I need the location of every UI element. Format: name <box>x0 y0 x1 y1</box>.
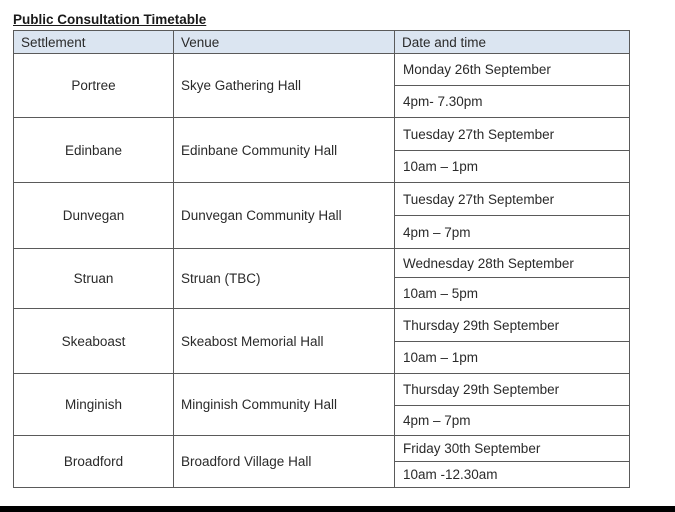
table-row <box>14 436 630 462</box>
table-row <box>14 374 630 406</box>
date-cell: Tuesday 27th September <box>395 183 630 216</box>
date-cell: Wednesday 28th September <box>395 249 630 278</box>
date-cell: Thursday 29th September <box>395 309 630 342</box>
time-cell: 4pm – 7pm <box>395 406 630 436</box>
table-header-row <box>14 31 630 54</box>
time-cell: 4pm- 7.30pm <box>395 86 630 118</box>
settlement-cell: Struan <box>14 249 174 309</box>
header-date-time: Date and time <box>395 31 630 54</box>
date-cell: Monday 26th September <box>395 54 630 86</box>
table-row <box>14 54 630 86</box>
date-cell: Thursday 29th September <box>395 374 630 406</box>
header-venue: Venue <box>174 31 395 54</box>
time-cell: 10am – 1pm <box>395 342 630 374</box>
settlement-cell: Portree <box>14 54 174 118</box>
venue-cell: Skeabost Memorial Hall <box>174 309 395 374</box>
time-cell: 10am -12.30am <box>395 462 630 488</box>
bottom-border <box>0 506 675 512</box>
time-cell: 10am – 5pm <box>395 278 630 309</box>
date-cell: Tuesday 27th September <box>395 118 630 151</box>
settlement-cell: Edinbane <box>14 118 174 183</box>
date-cell: Friday 30th September <box>395 436 630 462</box>
time-cell: 4pm – 7pm <box>395 216 630 249</box>
table-row <box>14 309 630 342</box>
page-title: Public Consultation Timetable <box>13 12 207 27</box>
settlement-cell: Minginish <box>14 374 174 436</box>
table-row <box>14 183 630 216</box>
venue-cell: Dunvegan Community Hall <box>174 183 395 249</box>
venue-cell: Skye Gathering Hall <box>174 54 395 118</box>
settlement-cell: Broadford <box>14 436 174 488</box>
venue-cell: Minginish Community Hall <box>174 374 395 436</box>
settlement-cell: Skeaboast <box>14 309 174 374</box>
venue-cell: Broadford Village Hall <box>174 436 395 488</box>
venue-cell: Struan (TBC) <box>174 249 395 309</box>
settlement-cell: Dunvegan <box>14 183 174 249</box>
time-cell: 10am – 1pm <box>395 151 630 183</box>
table-row <box>14 118 630 151</box>
consultation-table <box>13 30 630 488</box>
header-settlement: Settlement <box>14 31 174 54</box>
venue-cell: Edinbane Community Hall <box>174 118 395 183</box>
table-row <box>14 249 630 278</box>
